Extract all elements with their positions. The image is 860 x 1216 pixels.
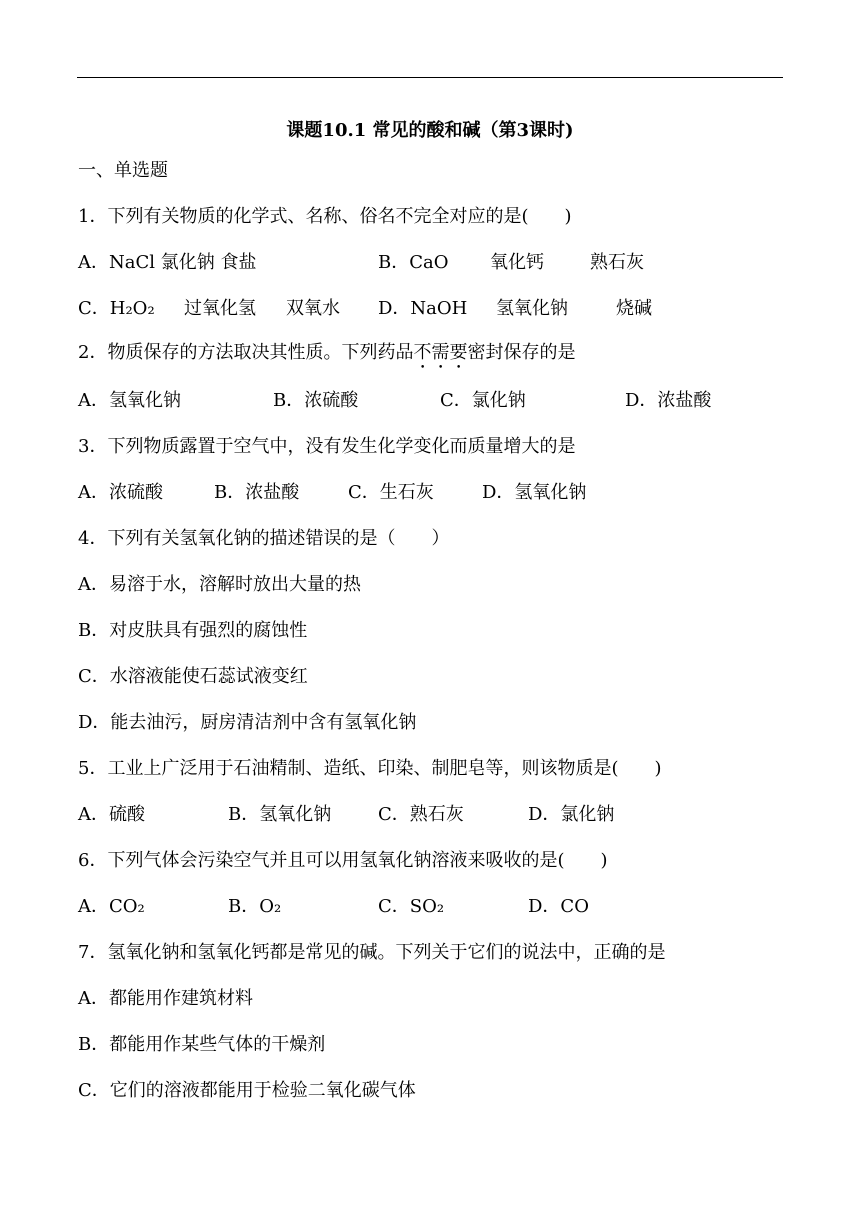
question-7-option-a: A．都能用作建筑材料	[78, 988, 253, 1009]
page-title: 课题10.1 常见的酸和碱（第3课时)	[286, 120, 574, 141]
question-1-option-b-name: 氧化钙	[490, 252, 544, 273]
question-1-option-a: A．NaCl 氯化钠 食盐	[78, 252, 257, 273]
question-1-option-c: C．H₂O₂	[78, 298, 155, 319]
question-3-option-b: B．浓盐酸	[214, 482, 300, 503]
question-3-option-d: D．氢氧化钠	[482, 482, 587, 503]
question-1-option-b: B．CaO	[378, 252, 449, 273]
question-6-option-b: B．O₂	[228, 896, 282, 917]
question-1-option-b-common: 熟石灰	[590, 252, 644, 273]
header-rule	[77, 77, 783, 78]
question-2-stem-start: 2．物质保存的方法取决其性质。下列药品	[78, 342, 414, 363]
question-1-option-d: D．NaOH	[378, 298, 468, 319]
question-7-stem: 7．氢氧化钠和氢氧化钙都是常见的碱。下列关于它们的说法中，正确的是	[78, 942, 666, 963]
question-4-option-b: B．对皮肤具有强烈的腐蚀性	[78, 620, 308, 641]
question-2-option-b: B．浓硫酸	[273, 390, 359, 411]
question-6-option-a: A．CO₂	[78, 896, 145, 917]
question-2-stem-end: 密封保存的是	[467, 342, 576, 363]
question-5-option-a: A．硫酸	[78, 804, 145, 825]
question-5-stem: 5．工业上广泛用于石油精制、造纸、印染、制肥皂等，则该物质是( )	[78, 758, 662, 779]
question-1-option-d-name: 氢氧化钠	[496, 298, 568, 319]
question-5-option-d: D．氯化钠	[528, 804, 615, 825]
question-3-stem: 3．下列物质露置于空气中，没有发生化学变化而质量增大的是	[78, 436, 576, 457]
question-5-option-b: B．氢氧化钠	[228, 804, 332, 825]
question-1-option-c-name: 过氧化氢	[184, 298, 256, 319]
question-4-option-a: A．易溶于水，溶解时放出大量的热	[78, 574, 361, 595]
question-6-stem: 6．下列气体会污染空气并且可以用氢氧化钠溶液来吸收的是( )	[78, 850, 608, 871]
question-4-stem: 4．下列有关氢氧化钠的描述错误的是（ ）	[78, 528, 450, 549]
question-2-option-a: A．氢氧化钠	[78, 390, 181, 411]
question-4-option-c: C．水溶液能使石蕊试液变红	[78, 666, 308, 687]
question-2-stem	[78, 342, 575, 373]
question-1-option-c-common: 双氧水	[286, 298, 340, 319]
question-1-option-d-common: 烧碱	[616, 298, 652, 319]
question-5-option-c: C．熟石灰	[378, 804, 464, 825]
question-4-option-d: D．能去油污，厨房清洁剂中含有氢氧化钠	[78, 712, 417, 733]
question-3-option-c: C．生石灰	[348, 482, 434, 503]
question-2-option-d: D．浓盐酸	[625, 390, 712, 411]
question-2-option-c: C．氯化钠	[440, 390, 526, 411]
question-3-option-a: A．浓硫酸	[78, 482, 163, 503]
section-heading: 一、单选题	[78, 160, 168, 181]
question-2-emphasis: 不需要	[413, 342, 468, 363]
question-7-option-b: B．都能用作某些气体的干燥剂	[78, 1034, 326, 1055]
question-1-stem: 1．下列有关物质的化学式、名称、俗名不完全对应的是( )	[78, 206, 572, 227]
question-6-option-c: C．SO₂	[378, 896, 445, 917]
question-6-option-d: D．CO	[528, 896, 589, 917]
question-7-option-c: C．它们的溶液都能用于检验二氧化碳气体	[78, 1080, 416, 1101]
